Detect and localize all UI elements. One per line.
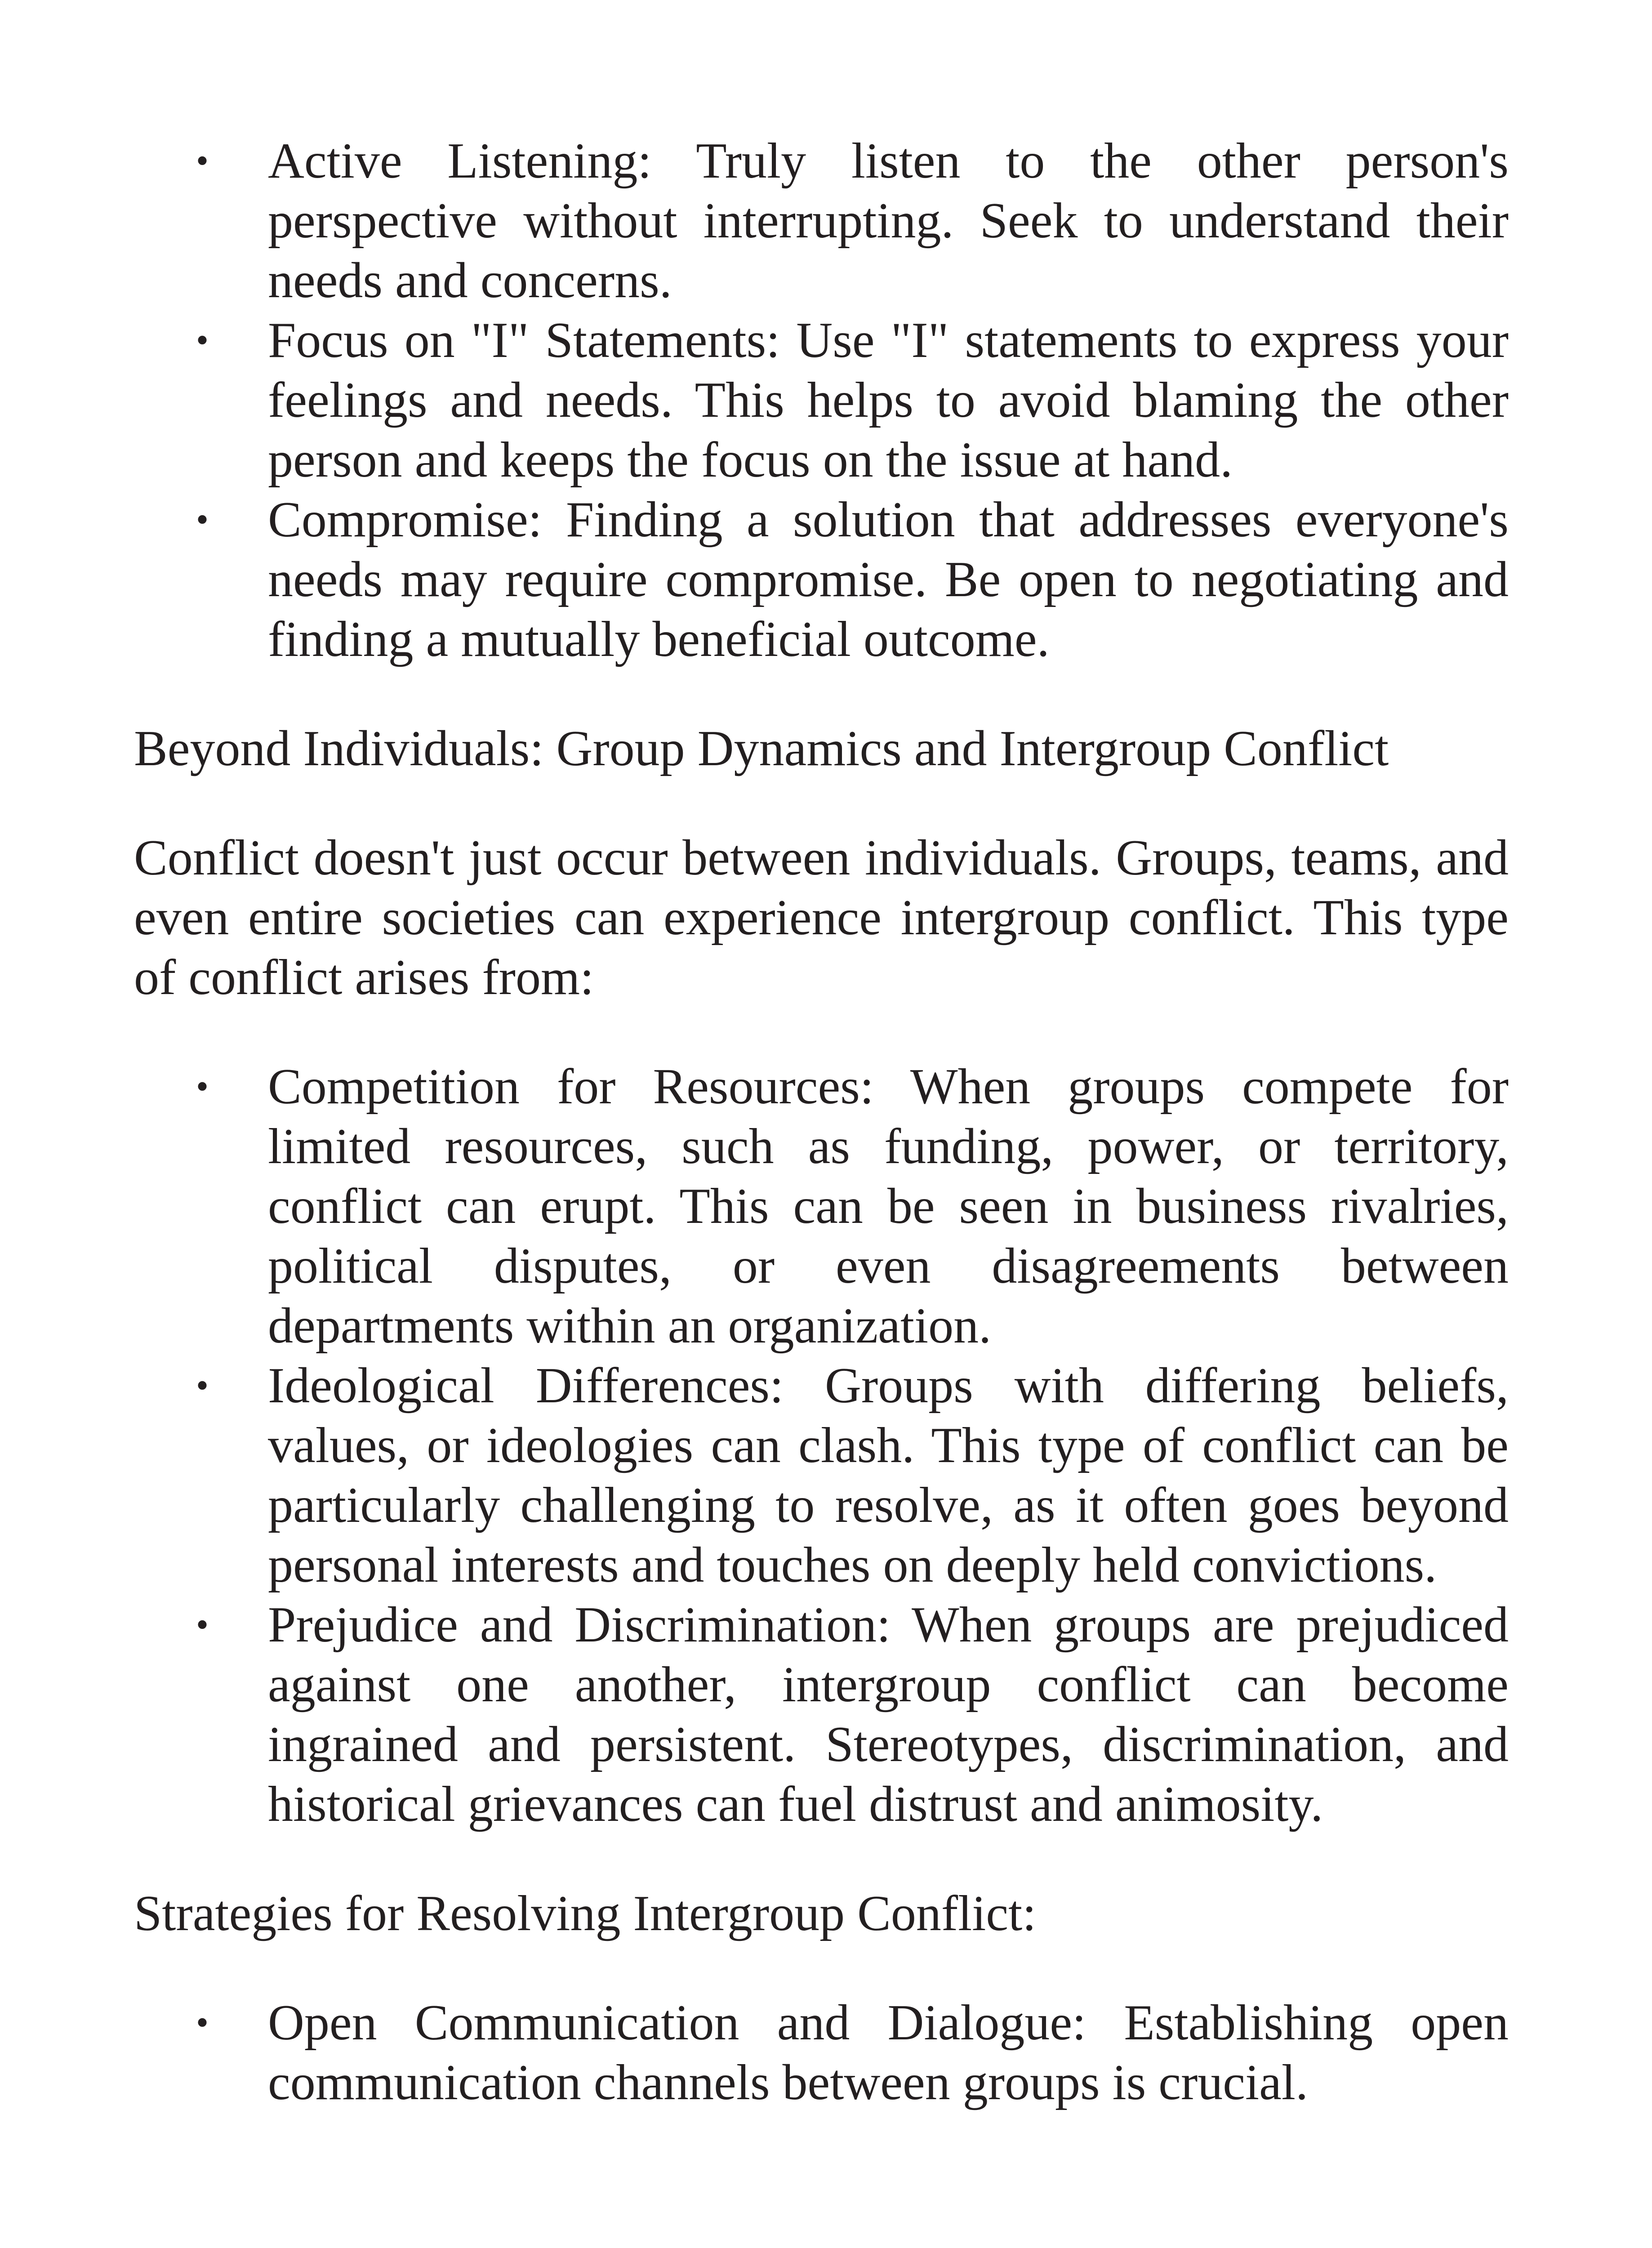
list-item [196, 131, 1509, 311]
section-heading-strategies: Strategies for Resolving Intergroup Conflict: [134, 1886, 1037, 1941]
conflict-causes-list [134, 1057, 1509, 1834]
list-item [196, 1356, 1509, 1595]
list-item-text: Ideological Differences: Groups with differing beliefs, values, or ideologies can clash. This type of conflict can be particularly challenging to resolve, as it often goes beyond personal interests and touches on deeply held convictions. [268, 1358, 1509, 1593]
list-item-text: Active Listening: Truly listen to the other person's perspective without interrupting. Seek to understand their needs and concerns. [268, 133, 1509, 308]
list-item [196, 1993, 1509, 2113]
section-heading-group-dynamics: Beyond Individuals: Group Dynamics and Intergroup Conflict [134, 721, 1389, 776]
intro-paragraph: Conflict doesn't just occur between individuals. Groups, teams, and even entire societies can experience intergroup conflict. This type of conflict arises from: [134, 830, 1509, 1005]
strategies-list [134, 1993, 1509, 2113]
bullet-icon: • [196, 1366, 209, 1405]
list-item [196, 490, 1509, 669]
list-item-text: Prejudice and Discrimination: When groups are prejudiced against one another, intergroup conflict can become ingrained and persistent. Stereotypes, discrimination, and historical grievances can fuel distrust and animosity. [268, 1597, 1509, 1832]
bullet-icon: • [196, 321, 209, 360]
conflict-skills-list [134, 131, 1509, 669]
list-item [196, 1057, 1509, 1356]
list-item-text: Compromise: Finding a solution that addresses everyone's needs may require compromise. Be open to negotiating and finding a mutually beneficial outcome. [268, 492, 1509, 667]
list-item [196, 1595, 1509, 1834]
bullet-icon: • [196, 141, 209, 181]
page-body [134, 131, 1509, 2113]
list-item-text: Open Communication and Dialogue: Establishing open communication channels between groups is crucial. [268, 1995, 1509, 2110]
list-item-text: Competition for Resources: When groups compete for limited resources, such as funding, power, or territory, conflict can erupt. This can be seen in business rivalries, political disputes, or even disagreements between departments within an organization. [268, 1059, 1509, 1354]
bullet-icon: • [196, 500, 209, 540]
bullet-icon: • [196, 1067, 209, 1106]
list-item [196, 311, 1509, 490]
bullet-icon: • [196, 1605, 209, 1645]
list-item-text: Focus on "I" Statements: Use "I" statements to express your feelings and needs. This helps to avoid blaming the other person and keeps the focus on the issue at hand. [268, 312, 1509, 488]
bullet-icon: • [196, 2003, 209, 2043]
